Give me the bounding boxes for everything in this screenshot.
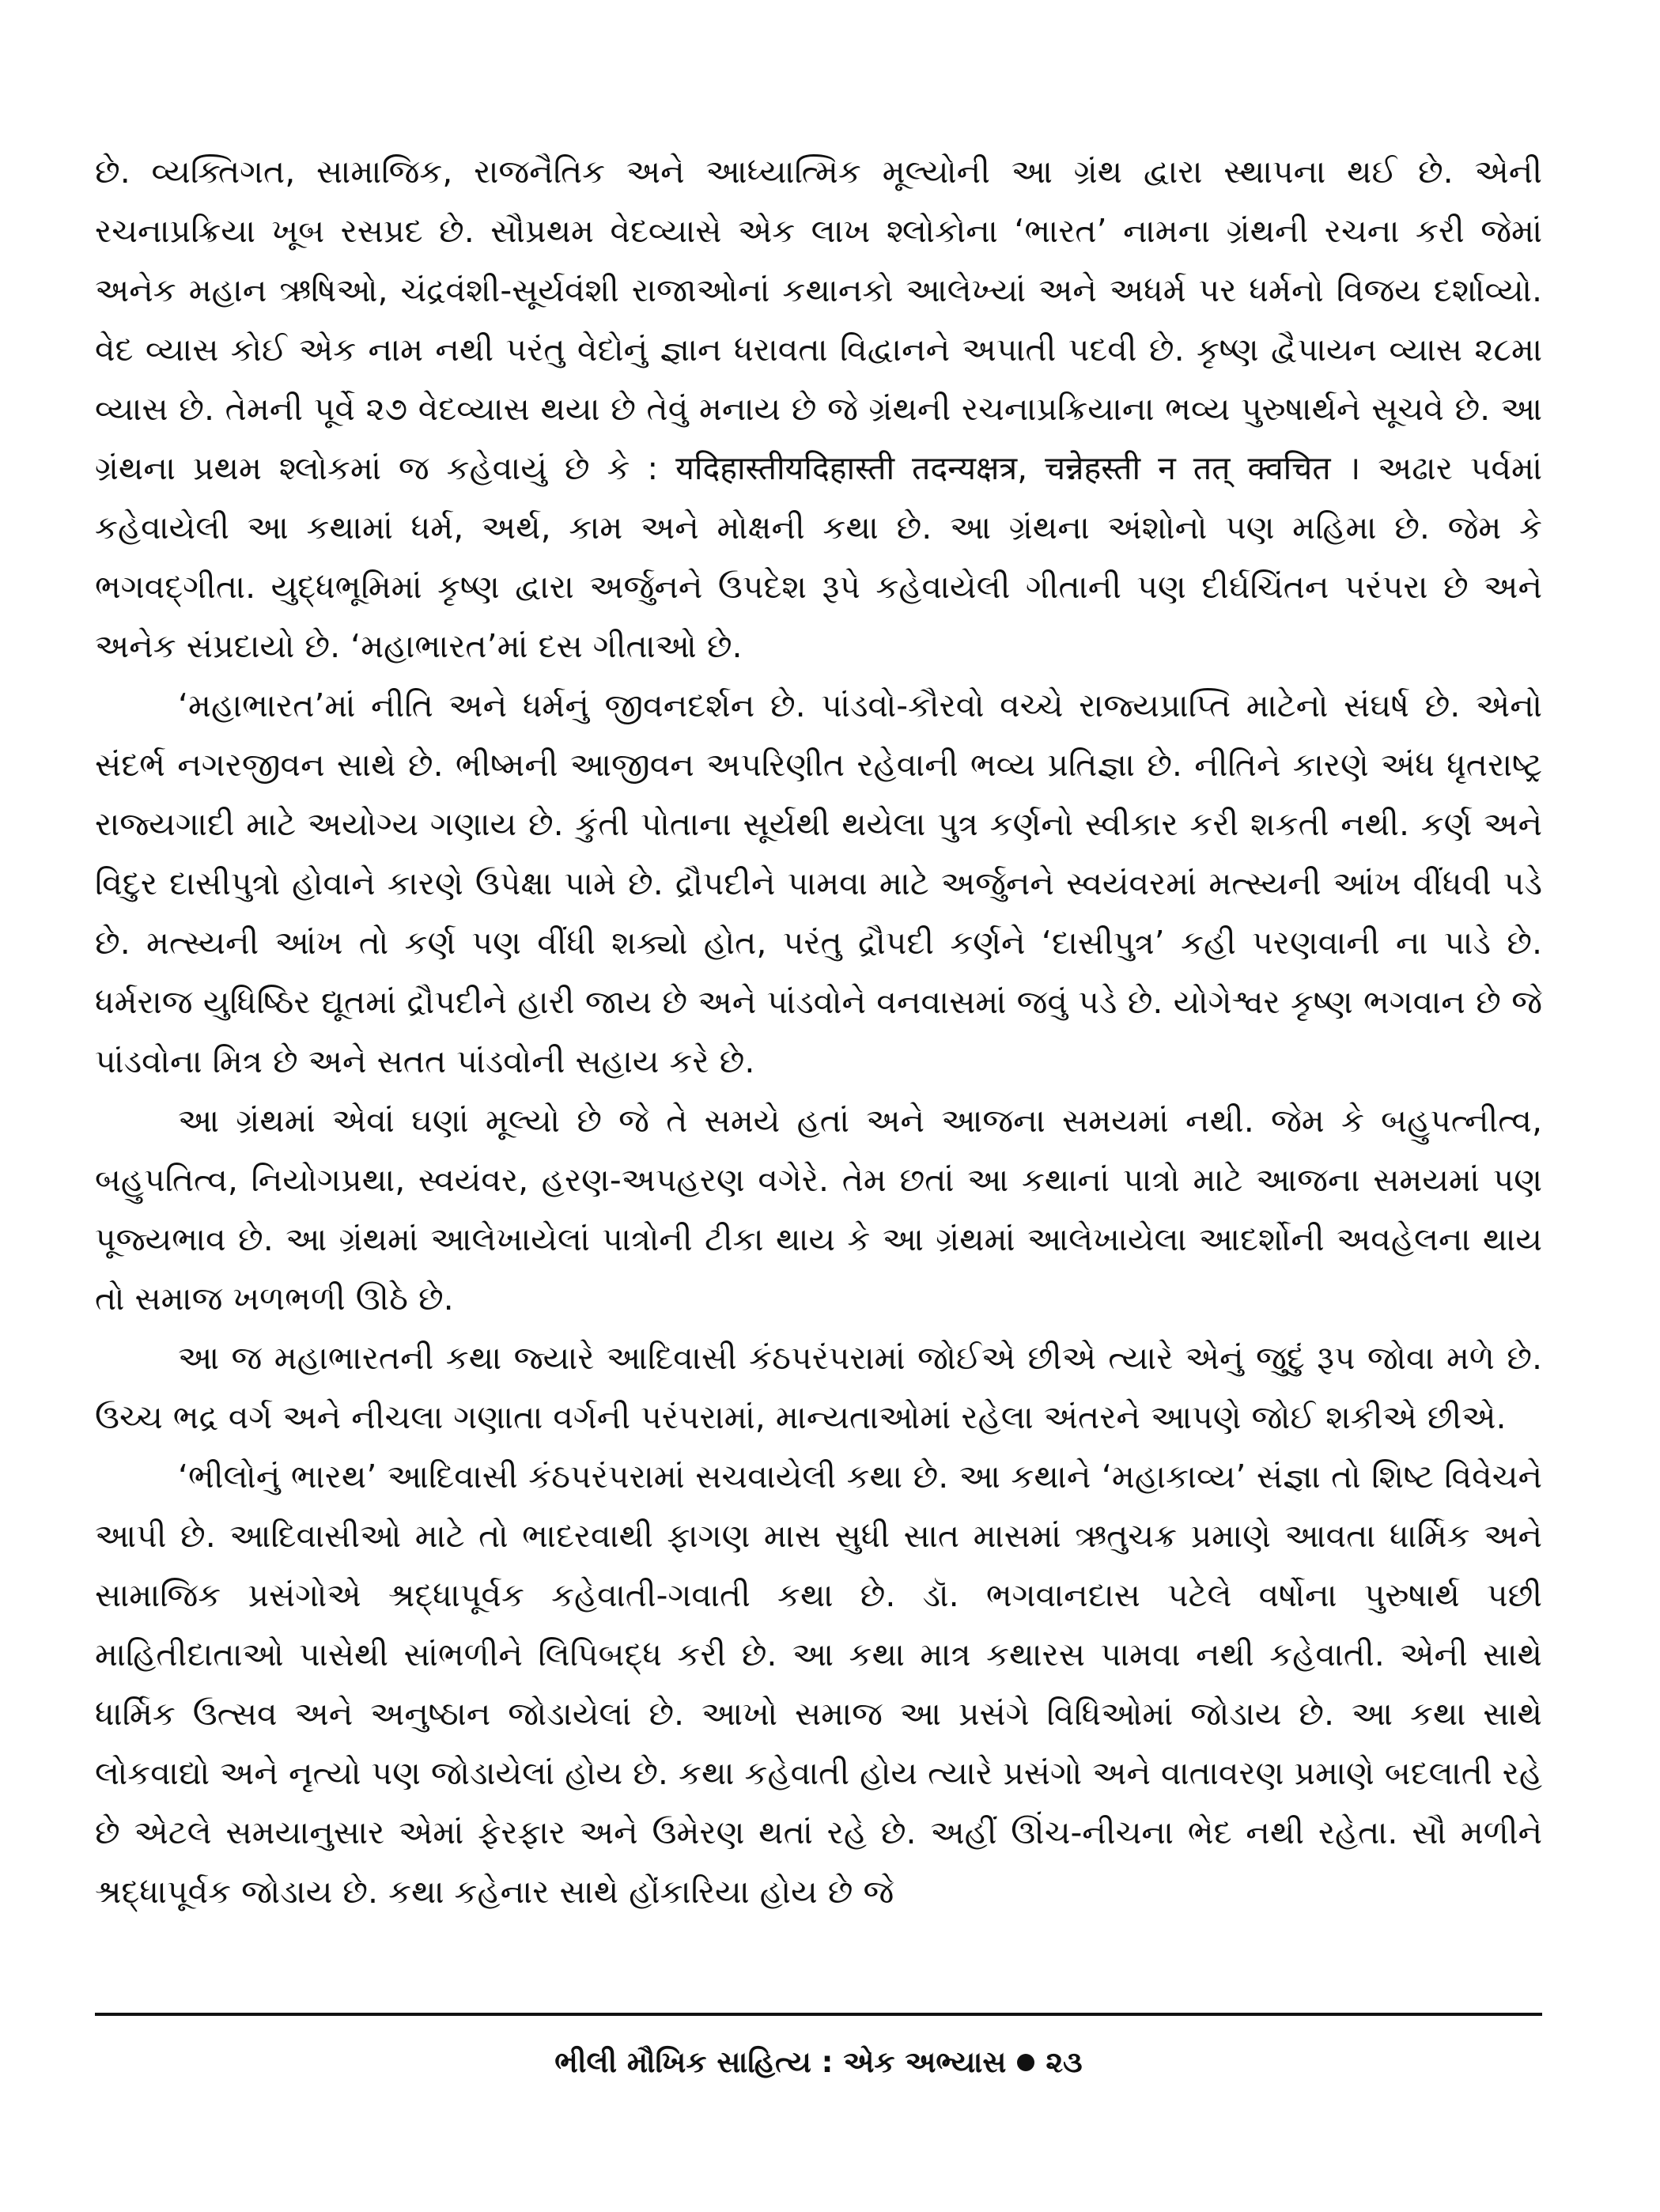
paragraph-3: આ ગ્રંથમાં એવાં ઘણાં મૂલ્યો છે જે તે સમયે હતાં અને આજના સમયમાં નથી. જેમ કે બહુપત્નીત્વ, બહુપતિત્વ, નિયોગપ્રથા, સ્વયંવર, હરણ-અપહરણ વગેરે. તેમ છતાં આ કથાનાં પાત્રો માટે આજના સમયમાં પણ પૂજ્યભાવ છે. આ ગ્રંથમાં આલેખાયેલાં પાત્રોની ટીકા થાય કે આ ગ્રંથમાં આલેખાયેલા આદર્શોની અવહેલના થાય તો સમાજ ખળભળી ઊઠે છે. [95,1102,1542,1318]
paragraph-1: છે. વ્યક્તિગત, સામાજિક, રાજનૈતિક અને આધ્યાત્મિક મૂલ્યોની આ ગ્રંથ દ્વારા સ્થાપના થઈ છે. એની રચનાપ્રક્રિયા ખૂબ રસપ્રદ છે. સૌપ્રથમ વેદવ્યાસે એક લાખ શ્લોકોના ‘ભારત’ નામના ગ્રંથની રચના કરી જેમાં અનેક મહાન ઋષિઓ, ચંદ્રવંશી-સૂર્યવંશી રાજાઓનાં કથાનકો આલેખ્યાં અને અધર્મ પર ધર્મનો વિજય દર્શાવ્યો. વેદ વ્યાસ કોઈ એક નામ નથી પરંતુ વેદોનું જ્ઞાન ધરાવતા વિદ્વાનને અપાતી પદવી છે. કૃષ્ણ દ્વૈપાયન વ્યાસ ૨૮મા વ્યાસ છે. તેમની પૂર્વે ૨૭ વેદવ્યાસ થયા છે તેવું મનાય છે જે ગ્રંથની રચનાપ્રક્રિયાના ભવ્ય પુરુષાર્થને સૂચવે છે. આ ગ્રંથના પ્રથમ શ્લોકમાં જ કહેવાયું છે કે : यदिहास्तीयदिहास्ती तदन्यक्षत्र, चन्नेहस्ती न तत् क्वचित । અઢાર પર્વમાં કહેવાયેલી આ કથામાં ધર્મ, અર્થ, કામ અને મોક્ષની કથા છે. આ ગ્રંથના અંશોનો પણ મહિમા છે. જેમ કે ભગવદ્‌ગીતા. યુદ્ધભૂમિમાં કૃષ્ણ દ્વારા અર્જુનને ઉપદેશ રૂપે કહેવાયેલી ગીતાની પણ દીર્ઘચિંતન પરંપરા છે અને અનેક સંપ્રદાયો છે. ‘મહાભારત’માં દસ ગીતાઓ છે. [95,153,1542,665]
paragraph-4: આ જ મહાભારતની કથા જ્યારે આદિવાસી કંઠપરંપરામાં જોઈએ છીએ ત્યારે એનું જુદું રૂપ જોવા મળે છે. ઉચ્ચ ભદ્ર વર્ગ અને નીચલા ગણાતા વર્ગની પરંપરામાં, માન્યતાઓમાં રહેલા અંતરને આપણે જોઈ શકીએ છીએ. [95,1339,1542,1436]
paragraph-5: ‘ભીલોનું ભારથ’ આદિવાસી કંઠપરંપરામાં સચવાયેલી કથા છે. આ કથાને ‘મહાકાવ્ય’ સંજ્ઞા તો શિષ્ટ વિવેચને આપી છે. આદિવાસીઓ માટે તો ભાદરવાથી ફાગણ માસ સુધી સાત માસમાં ઋતુચક્ર પ્રમાણે આવતા ધાર્મિક અને સામાજિક પ્રસંગોએ શ્રદ્ધાપૂર્વક કહેવાતી-ગવાતી કથા છે. ડૉ. ભગવાનદાસ પટેલે વર્ષોના પુરુષાર્થ પછી માહિતીદાતાઓ પાસેથી સાંભળીને લિપિબદ્ધ કરી છે. આ કથા માત્ર કથારસ પામવા નથી કહેવાતી. એની સાથે ધાર્મિક ઉત્સવ અને અનુષ્ઠાન જોડાયેલાં છે. આખો સમાજ આ પ્રસંગે વિધિઓમાં જોડાય છે. આ કથા સાથે લોકવાદ્યો અને નૃત્યો પણ જોડાયેલાં હોય છે. કથા કહેવાતી હોય ત્યારે પ્રસંગો અને વાતાવરણ પ્રમાણે બદલાતી રહે છે એટલે સમયાનુસાર એમાં ફેરફાર અને ઉમેરણ થતાં રહે છે. અહીં ઊંચ-નીચના ભેદ નથી રહેતા. સૌ મળીને શ્રદ્ધાપૂર્વક જોડાય છે. કથા કહેનાર સાથે હોંકારિયા હોય છે જે [95,1458,1542,1911]
page-number: ૨૩ [1046,2045,1083,2079]
bullet-icon [1017,2054,1034,2071]
page-body [95,142,1542,1922]
footer-divider [95,2013,1542,2016]
page-footer [95,2040,1542,2085]
paragraph-2: ‘મહાભારત’માં નીતિ અને ધર્મનું જીવનદર્શન છે. પાંડવો-કૌરવો વચ્ચે રાજ્યપ્રાપ્તિ માટેનો સંઘર્ષ છે. એનો સંદર્ભ નગરજીવન સાથે છે. ભીષ્મની આજીવન અપરિણીત રહેવાની ભવ્ય પ્રતિજ્ઞા છે. નીતિને કારણે અંધ ધૃતરાષ્ટ્ર રાજ્યગાદી માટે અયોગ્ય ગણાય છે. કુંતી પોતાના સૂર્યથી થયેલા પુત્ર કર્ણનો સ્વીકાર કરી શકતી નથી. કર્ણ અને વિદુર દાસીપુત્રો હોવાને કારણે ઉપેક્ષા પામે છે. દ્રૌપદીને પામવા માટે અર્જુનને સ્વયંવરમાં મત્સ્યની આંખ વીંધવી પડે છે. મત્સ્યની આંખ તો કર્ણ પણ વીંધી શક્યો હોત, પરંતુ દ્રૌપદી કર્ણને ‘દાસીપુત્ર’ કહી પરણવાની ના પાડે છે. ધર્મરાજ યુધિષ્ઠિર દ્યૂતમાં દ્રૌપદીને હારી જાય છે અને પાંડવોને વનવાસમાં જવું પડે છે. યોગેશ્વર કૃષ્ણ ભગવાન છે જે પાંડવોના મિત્ર છે અને સતત પાંડવોની સહાય કરે છે. [95,686,1542,1080]
footer-book-title: ભીલી મૌખિક સાહિત્ય : એક અભ્યાસ [554,2045,1007,2079]
